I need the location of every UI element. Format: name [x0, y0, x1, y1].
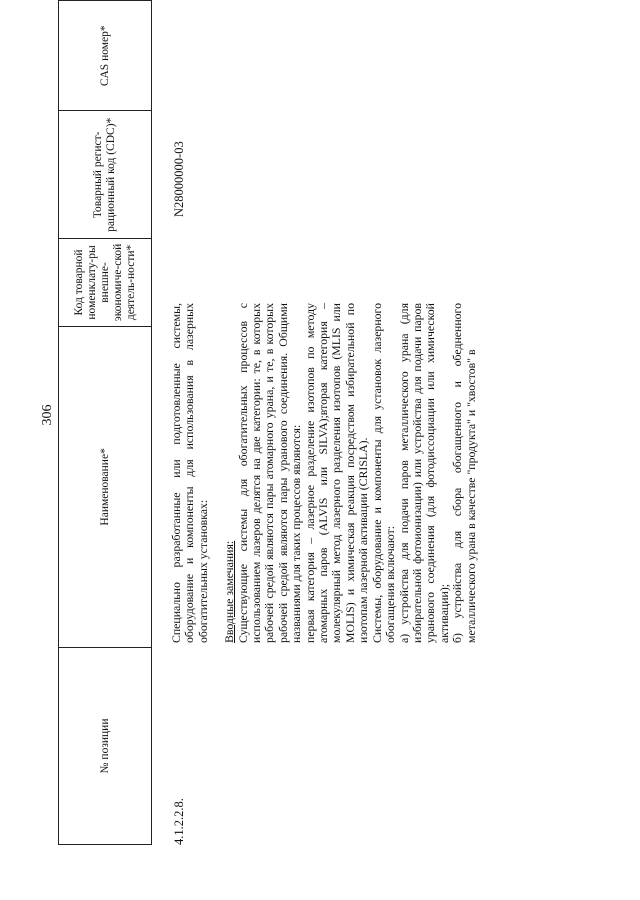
header-position: № позиции — [59, 647, 152, 844]
paragraph: а) устройства для подачи паров металлического урана (для избирательной фотоионизации) или устройства для подачи паров уранового соединения (для фотодиссоциации или химической активации); — [396, 303, 451, 643]
page-number: 306 — [40, 404, 55, 426]
header-name: Наименование* — [59, 326, 152, 647]
row-description — [170, 303, 478, 643]
row-title: Специально разработанные или подготовленные системы, оборудование и компоненты для использования в лазерных обогатительных установках: — [169, 303, 210, 643]
table-header — [58, 0, 152, 845]
paragraph: б) устройства для сбора обогащенного и обедненного металлического урана в качестве "продукта" и "хвостов" в — [450, 303, 478, 643]
intro-heading: Вводные замечания: — [222, 540, 237, 643]
paragraph: Существующие системы для обогатительных процессов с использованием лазеров делятся на две категории: те, в которых рабочей средой являются пары атомарного урана, и те, в которых рабочей средой являются пары уранового соединения. Общими названиями для таких процессов являются: — [235, 303, 304, 643]
header-cdc: Товарный регист-рационный код (CDC)* — [59, 111, 152, 239]
row-position-number: 4.1.2.2.8. — [172, 798, 186, 845]
row-cdc-code: N28000000-03 — [172, 141, 186, 217]
header-cas: CAS номер* — [59, 1, 152, 112]
paragraph: Системы, оборудование и компоненты для установок лазерного обогащения включают: — [369, 303, 398, 643]
paragraph: первая категория – лазерное разделение изотопов по методу атомарных паров (ALVIS или SILVA);вторая категория – молекулярный метод лазерного разделения изотопов (MLIS или MOLIS) и химическая реакция посредством избирательной по изотопам лазерной активации (CRISLA). — [302, 303, 371, 643]
header-commodity-code: Код товарной номенклату-ры внешне-экономиче-ской деятель-ности* — [59, 239, 152, 327]
